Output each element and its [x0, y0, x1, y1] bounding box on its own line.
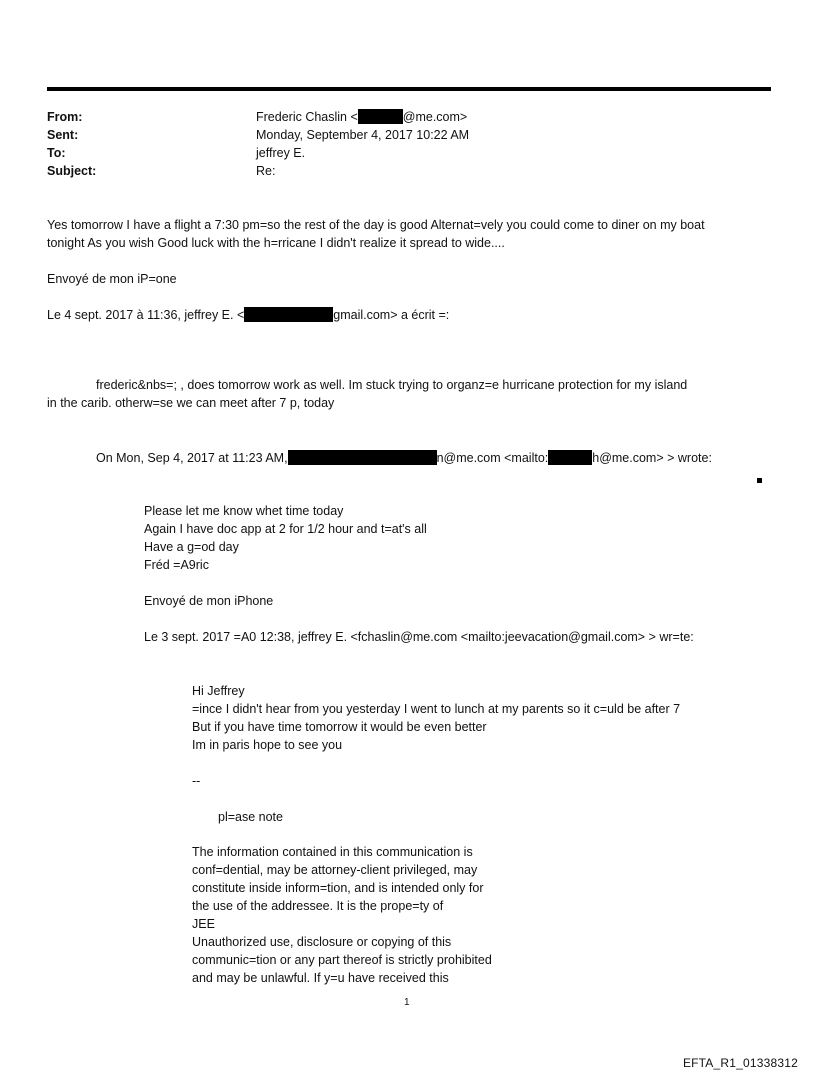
- from-name: Frederic Chaslin <: [256, 110, 358, 124]
- redaction-bar: [288, 450, 437, 465]
- disclaimer-line: The information contained in this communication is: [192, 845, 473, 859]
- redaction-bar: [244, 307, 333, 322]
- body-para-line: Hi Jeffrey: [192, 684, 245, 698]
- quote-header-suffix: h@me.com> > wrote:: [592, 451, 712, 465]
- note-line: pl=ase note: [218, 810, 283, 824]
- body-para-line: Im in paris hope to see you: [192, 738, 343, 752]
- signature-line: Envoyé de mon iPhone: [144, 594, 274, 608]
- disclaimer-line: Unauthorized use, disclosure or copying of this: [192, 935, 452, 949]
- to-value: jeffrey E.: [256, 146, 306, 160]
- quote-header: [96, 449, 712, 467]
- body-para-line: Fréd =A9ric: [144, 558, 209, 572]
- sent-value: Monday, September 4, 2017 10:22 AM: [256, 128, 470, 142]
- disclaimer-line: constitute inside inform=tion, and is intended only for: [192, 881, 484, 895]
- disclaimer-line: and may be unlawful. If y=u have received this: [192, 971, 449, 985]
- from-label: From:: [47, 110, 83, 124]
- body-para-line: Yes tomorrow I have a flight a 7:30 pm=so the rest of the day is good Alternat=vely you could come to diner on my boat: [47, 218, 705, 232]
- body-para-line: Have a g=od day: [144, 540, 239, 554]
- quote-header: Le 3 sept. 2017 =A0 12:38, jeffrey E. <fchaslin@me.com <mailto:jeevacation@gmail.com> > wr=te:: [144, 630, 694, 644]
- to-label: To:: [47, 146, 66, 160]
- quote-header-mid: n@me.com <mailto:: [436, 451, 549, 465]
- redaction-bar: [548, 450, 592, 465]
- quote-header-prefix: On Mon, Sep 4, 2017 at 11:23 AM,: [96, 451, 288, 465]
- document-id: EFTA_R1_01338312: [682, 1056, 798, 1070]
- disclaimer-line: JEE: [192, 917, 215, 931]
- quote-header-suffix: gmail.com> a écrit =:: [333, 308, 450, 322]
- body-para-line: tonight As you wish Good luck with the h=rricane I didn't realize it spread to wide....: [47, 236, 505, 250]
- redaction-bar: [358, 109, 403, 124]
- body-para-line: in the carib. otherw=se we can meet after 7 p, today: [47, 396, 335, 410]
- subject-value: Re:: [256, 164, 276, 178]
- quote-header-prefix: Le 4 sept. 2017 à 11:36, jeffrey E. <: [47, 308, 245, 322]
- quote-header: [47, 306, 449, 324]
- sent-label: Sent:: [47, 128, 79, 142]
- from-domain: @me.com>: [402, 110, 468, 124]
- body-para-line: Please let me know whet time today: [144, 504, 344, 518]
- body-para-line: But if you have time tomorrow it would be even better: [192, 720, 487, 734]
- from-value: [256, 108, 467, 126]
- header-rule: [47, 87, 771, 91]
- page-number: 1: [404, 997, 410, 1008]
- body-para-line: =ince I didn't hear from you yesterday I went to lunch at my parents so it c=uld be after 7: [192, 702, 681, 716]
- body-para-line: frederic&nbs=; , does tomorrow work as well. Im stuck trying to organz=e hurricane protection for my island: [96, 378, 688, 392]
- body-para-line: Again I have doc app at 2 for 1/2 hour and t=at's all: [144, 522, 427, 536]
- disclaimer-line: communic=tion or any part thereof is strictly prohibited: [192, 953, 492, 967]
- disclaimer-line: the use of the addressee. It is the prope=ty of: [192, 899, 444, 913]
- subject-label: Subject:: [47, 164, 97, 178]
- stray-mark: [757, 478, 762, 483]
- signature-line: Envoyé de mon iP=one: [47, 272, 177, 286]
- separator-dashes: --: [192, 774, 201, 788]
- disclaimer-line: conf=dential, may be attorney-client privileged, may: [192, 863, 478, 877]
